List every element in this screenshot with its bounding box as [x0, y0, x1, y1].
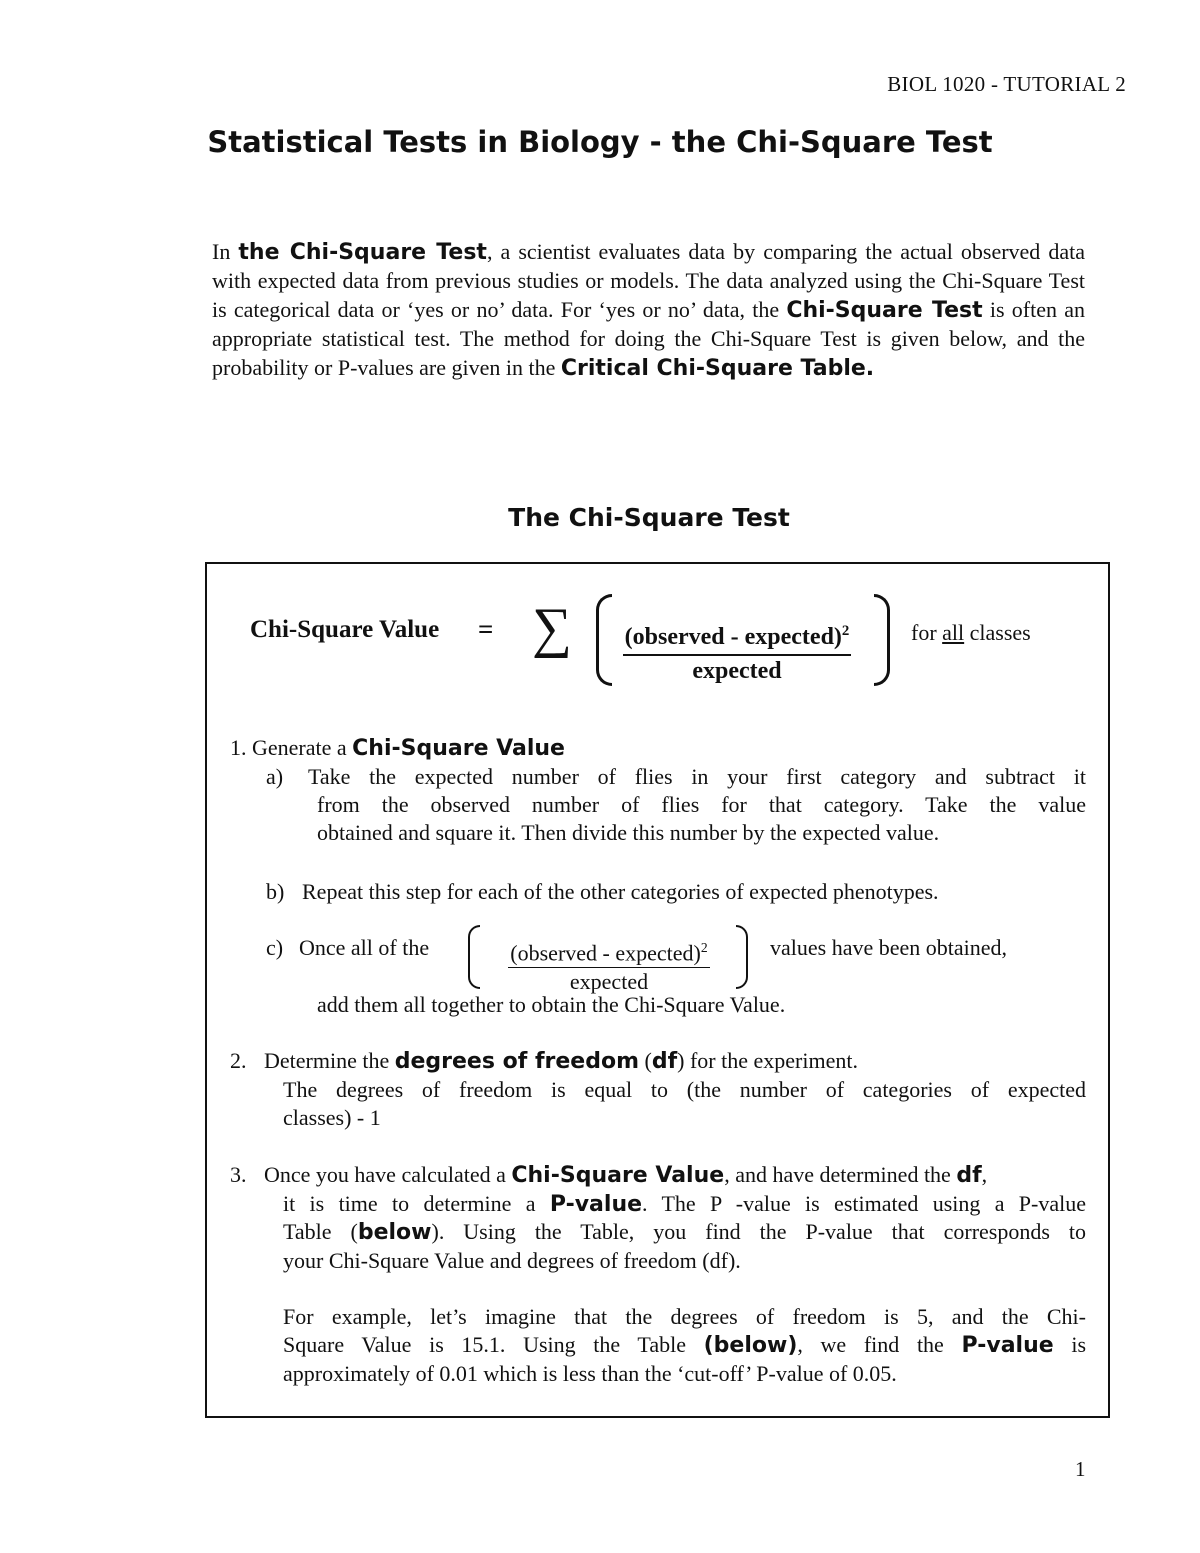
formula-equals: =	[478, 614, 494, 644]
example-l2-post: is	[1053, 1332, 1086, 1358]
step-3-line-2	[283, 1190, 1086, 1218]
formula-label: Chi-Square Value	[250, 616, 440, 643]
right-bracket	[874, 594, 890, 686]
step-1b-label: b)	[266, 879, 285, 904]
step-3-l2-pre: it is time to determine a	[283, 1191, 550, 1216]
note-post: classes	[964, 620, 1031, 645]
step-1a-label: a)	[266, 764, 284, 789]
step-1c-post: values have been obtained,	[770, 935, 1008, 960]
intro-bold-3: Critical Chi-Square Table.	[560, 355, 875, 381]
course-code-header: BIOL 1020 - TUTORIAL 2	[887, 72, 1126, 96]
step-2-line-3: classes) - 1	[283, 1105, 381, 1131]
step-2-line-2: The degrees of freedom is equal to (the number of categories of expected	[283, 1077, 1086, 1102]
step-3-l1-pre: Once you have calculated a	[264, 1162, 512, 1187]
step-2-bold: degrees of freedom	[394, 1049, 639, 1074]
step-3-body	[283, 1190, 1086, 1275]
step-1a-line-2: from the observed number of flies for that category. Take the value	[317, 792, 1086, 817]
step-3-l2-post: . The P -value is estimated using a P-value	[642, 1191, 1086, 1216]
step-2-mid-1: (	[639, 1048, 652, 1073]
step-3-l1-bold-2: df	[956, 1163, 982, 1188]
sigma-symbol: ∑	[532, 597, 572, 659]
inline-numerator-text: (observed - expected)	[510, 940, 701, 966]
step-1-number: 1.	[230, 735, 247, 760]
step-3-l3-bold: below	[357, 1220, 432, 1246]
fraction-denominator: expected	[692, 658, 782, 684]
intro-text-1: In	[212, 239, 239, 264]
step-1a-text	[308, 763, 1086, 791]
inline-numerator	[508, 934, 709, 968]
step-1-lead: Generate a	[246, 735, 353, 760]
step-3-l3-post: ). Using the Table, you find the P-value that corresponds to	[431, 1219, 1086, 1245]
step-2-lead: Determine the	[264, 1048, 395, 1073]
page-number: 1	[1075, 1457, 1086, 1481]
step-1c-label: c)	[266, 935, 284, 960]
step-3-example	[283, 1303, 1086, 1388]
step-2-heading	[264, 1047, 858, 1076]
example-line-3: approximately of 0.01 which is less than the ‘cut-off’ P-value of 0.05.	[283, 1360, 897, 1386]
small-right-bracket	[736, 925, 748, 989]
step-2-body	[283, 1076, 1086, 1133]
note-all: all	[942, 620, 965, 645]
step-1c-line-2: add them all together to obtain the Chi-Square Value.	[317, 992, 786, 1017]
step-1a-line-3: obtained and square it. Then divide this number by the expected value.	[317, 820, 940, 846]
step-3-l1-end: ,	[981, 1162, 988, 1187]
step-1a-cont	[317, 791, 1086, 848]
step-3-line-3	[283, 1218, 1086, 1246]
exponent: 2	[841, 623, 850, 639]
step-1-bold: Chi-Square Value	[352, 736, 565, 761]
example-l2-mid: , we find the	[797, 1332, 962, 1358]
example-l2-bold-2: P-value	[961, 1333, 1054, 1359]
step-1a-line-1: Take the expected number of flies in your first category and subtract it	[308, 764, 1086, 789]
inline-fraction	[478, 934, 740, 995]
main-fraction	[604, 616, 870, 687]
note-pre: for	[911, 620, 943, 645]
example-l2-pre: Square Value is 15.1. Using the Table	[283, 1332, 704, 1358]
step-3-number: 3.	[230, 1162, 247, 1187]
intro-text-3: is often an appropriate statistical test. The method for doing the Chi-Square Test is given below, and the probability or P-values are given in the	[212, 296, 1085, 380]
inline-exponent: 2	[700, 940, 708, 955]
example-l2-bold-1: (below)	[703, 1333, 798, 1359]
intro-paragraph	[212, 238, 1085, 383]
numerator-text: (observed - expected)	[624, 624, 842, 650]
step-1c-pre: Once all of the	[299, 935, 430, 960]
intro-bold-1: the Chi-Square Test	[238, 240, 487, 265]
step-1-heading	[230, 734, 565, 763]
intro-text-2: , a scientist evaluates data by comparing the actual observed data with expected data from previous studies or models. The data analyzed using the Chi-Square Test is categorical data or ‘yes or no’ data. For ‘yes or no’ data, the	[212, 239, 1086, 322]
step-3-l1-mid: , and have determined the	[724, 1162, 957, 1187]
fraction-numerator	[623, 616, 852, 656]
example-line-1: For example, let’s imagine that the degrees of freedom is 5, and the Chi-	[283, 1304, 1086, 1329]
step-2-number: 2.	[230, 1048, 247, 1073]
formula-note	[911, 620, 1031, 646]
inline-denominator: expected	[569, 969, 649, 995]
step-2-bold-df: df	[651, 1049, 678, 1074]
step-3-line-4: your Chi-Square Value and degrees of freedom (df).	[283, 1247, 741, 1273]
step-1b-text: Repeat this step for each of the other categories of expected phenotypes.	[302, 879, 939, 904]
step-3-l2-bold: P-value	[549, 1192, 643, 1217]
intro-bold-2: Chi-Square Test	[786, 297, 983, 323]
step-3-line-1	[264, 1161, 987, 1190]
section-title: The Chi-Square Test	[508, 503, 790, 532]
page-title: Statistical Tests in Biology - the Chi-Square Test	[207, 125, 993, 159]
step-2-mid-2: ) for the experiment.	[677, 1048, 858, 1073]
step-3-l3-pre: Table (	[283, 1219, 358, 1245]
step-3-l1-bold-1: Chi-Square Value	[511, 1163, 725, 1188]
example-line-2	[283, 1331, 1086, 1359]
